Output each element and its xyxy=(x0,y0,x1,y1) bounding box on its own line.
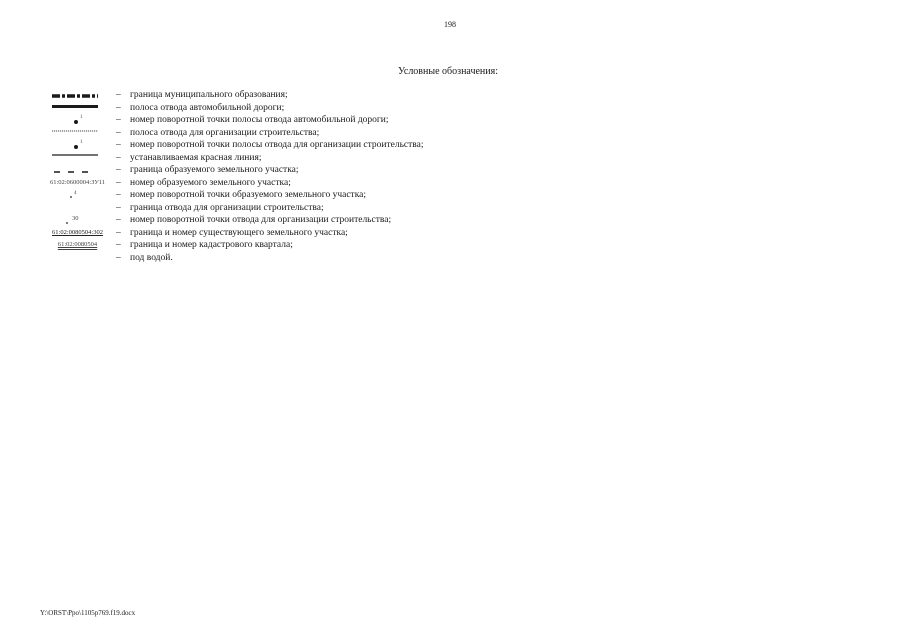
legend-label: полоса отвода для организации строительства; xyxy=(130,127,320,138)
legend-dash: – xyxy=(116,252,121,263)
legend-row-construction-strip xyxy=(40,127,600,140)
legend-dash: – xyxy=(116,215,121,225)
legend-label: номер поворотной точки полосы отвода для организации строительства; xyxy=(130,140,424,150)
legend-row-cadastral-quarter xyxy=(40,239,600,252)
legend-row-underwater xyxy=(40,252,600,265)
legend-row-formed-plot-boundary xyxy=(40,164,600,177)
legend-row-red-line xyxy=(40,152,600,165)
legend-dash: – xyxy=(116,127,121,138)
formed-plot-number-sample: 61:02:0600004:ЗУ11 xyxy=(49,178,106,186)
legend-row-formed-plot-turn-point xyxy=(40,189,600,202)
legend-label: номер поворотной точки образуемого земельного участка; xyxy=(130,190,367,200)
cadastral-quarter-number-sample: 61:02:0080504 xyxy=(57,241,98,248)
turn-point-dot-icon xyxy=(70,196,72,198)
legend-label: номер поворотной точки отвода для организации строительства; xyxy=(130,215,392,225)
turn-point-number: 1 xyxy=(80,115,83,120)
legend-title: Условные обозначения: xyxy=(398,66,499,77)
legend-row-construction-boundary xyxy=(40,202,600,215)
legend-label: номер поворотной точки полосы отвода автомобильной дороги; xyxy=(130,115,389,125)
legend-row-road-turn-point xyxy=(40,114,600,127)
legend-label: под водой. xyxy=(130,252,173,263)
municipal-boundary-symbol xyxy=(40,89,112,102)
legend-dash: – xyxy=(116,165,121,175)
turn-point-number: 1 xyxy=(80,140,83,145)
legend-label: граница образуемого земельного участка; xyxy=(130,165,299,175)
legend-dash: – xyxy=(116,152,121,163)
turn-point-number: 4 xyxy=(74,191,77,196)
legend xyxy=(40,89,600,264)
legend-label: граница и номер существующего земельного участка; xyxy=(130,227,348,238)
legend-row-formed-plot-number xyxy=(40,177,600,190)
legend-dash: – xyxy=(116,102,121,113)
formed-plot-boundary-symbol xyxy=(40,164,112,177)
legend-row-existing-plot xyxy=(40,227,600,240)
legend-label: номер образуемого земельного участка; xyxy=(130,177,291,188)
legend-dash: – xyxy=(116,240,121,250)
legend-dash: – xyxy=(116,202,121,213)
legend-dash: – xyxy=(116,190,121,200)
turn-point-dot-icon xyxy=(74,145,78,149)
construction-strip-symbol xyxy=(40,127,112,140)
legend-row-construction-turn-point xyxy=(40,139,600,152)
turn-point-dot-icon xyxy=(74,120,78,124)
legend-dash: – xyxy=(116,177,121,188)
red-line-symbol xyxy=(40,152,112,165)
legend-row-construction-allotment-turn-point xyxy=(40,214,600,227)
turn-point-number: 30 xyxy=(72,215,79,222)
legend-dash: – xyxy=(116,115,121,125)
page-number: 198 xyxy=(444,20,456,29)
legend-label: граница и номер кадастрового квартала; xyxy=(130,240,293,250)
legend-label: граница муниципального образования; xyxy=(130,90,288,100)
legend-dash: – xyxy=(116,90,121,100)
road-right-of-way-symbol xyxy=(40,102,112,115)
legend-dash: – xyxy=(116,140,121,150)
footer-file-path: Y:\ORST\Ppo\1105p769.f19.docx xyxy=(40,609,136,617)
legend-label: граница отвода для организации строительства; xyxy=(130,202,324,213)
legend-label: устанавливаемая красная линия; xyxy=(130,152,262,163)
legend-label: полоса отвода автомобильной дороги; xyxy=(130,102,285,113)
legend-row-municipal-boundary xyxy=(40,89,600,102)
existing-plot-number-sample: 61:02:0080504:302 xyxy=(52,228,103,236)
legend-row-road-right-of-way xyxy=(40,102,600,115)
legend-dash: – xyxy=(116,227,121,238)
turn-point-dot-icon xyxy=(66,222,68,224)
